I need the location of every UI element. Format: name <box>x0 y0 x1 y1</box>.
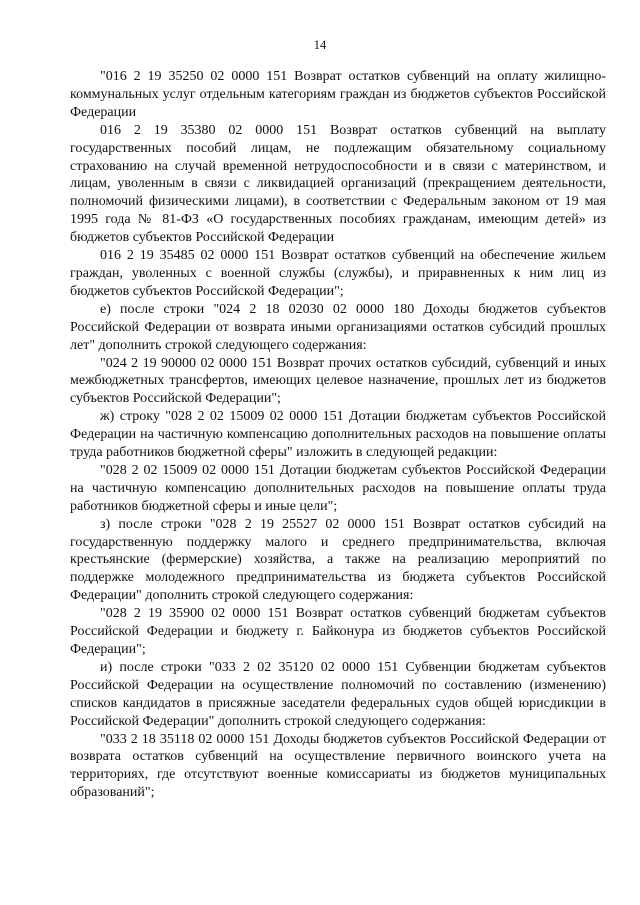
page-number: 14 <box>313 38 327 52</box>
paragraph-item-e: е) после строки "024 2 18 02030 02 0000 180 Доходы бюджетов субъектов Российской Федерации от возврата иными организациями остатков субсидий прошлых лет" дополнить строкой следующего содержания: <box>70 301 606 353</box>
paragraph-code-028-15009: "028 2 02 15009 02 0000 151 Дотации бюджетам субъектов Российской Федерации на частичную компенсацию дополнительных расходов на повышение оплаты труда работников бюджетной сферы и иные цели"; <box>70 462 606 514</box>
paragraph-item-i: и) после строки "033 2 02 35120 02 0000 151 Субвенции бюджетам субъектов Российской Федерации на осуществление полномочий по составлению (изменению) списков кандидатов в присяжные заседатели федеральных судов общей юрисдикции в Российской Федерации" дополнить строкой следующего содержания: <box>70 659 606 729</box>
document-body <box>70 68 606 802</box>
paragraph-code-016-35485: 016 2 19 35485 02 0000 151 Возврат остатков субвенций на обеспечение жильем граждан, уволенных с военной службы (службы), и приравненных к ним лиц из бюджетов субъектов Российской Федерации"; <box>70 248 606 299</box>
paragraph-item-z: з) после строки "028 2 19 25527 02 0000 151 Возврат остатков субсидий на государственную поддержку малого и среднего предпринимательства, включая крестьянские (фермерские) хозяйства, а также на реализацию мероприятий по поддержке молодежного предпринимательства из бюджета субъектов Российской Федерации" дополнить строкой следующего содержания: <box>70 516 606 604</box>
paragraph-code-016-35250: "016 2 19 35250 02 0000 151 Возврат остатков субвенций на оплату жилищно-коммунальных услуг отдельным категориям граждан из бюджетов субъектов Российской Федерации <box>70 69 606 120</box>
paragraph-code-016-35380: 016 2 19 35380 02 0000 151 Возврат остатков субвенций на выплату государственных пособий лицам, не подлежащим обязательному социальному страхованию на случай временной нетрудоспособности и в связи с материнством, и лицам, уволенным в связи с ликвидацией организаций (прекращением деятельности, полномочий физическими лицами), в соответствии с Федеральным законом от 19 мая 1995 года № 81-ФЗ «О государственных пособиях гражданам, имеющим детей» из бюджетов субъектов Российской Федерации <box>70 122 606 246</box>
paragraph-code-024-90000: "024 2 19 90000 02 0000 151 Возврат прочих остатков субсидий, субвенций и иных межбюджетных трансфертов, имеющих целевое назначение, прошлых лет из бюджетов субъектов Российской Федерации"; <box>70 355 606 407</box>
paragraph-item-zh: ж) строку "028 2 02 15009 02 0000 151 Дотации бюджетам субъектов Российской Федерации на частичную компенсацию дополнительных расходов на повышение оплаты труда работников бюджетной сферы" изложить в следующей редакции: <box>70 409 606 461</box>
paragraph-code-028-35900: "028 2 19 35900 02 0000 151 Возврат остатков субвенций бюджетам субъектов Российской Федерации и бюджету г. Байконура из бюджетов субъектов Российской Федерации"; <box>70 606 606 657</box>
paragraph-code-033-35118: "033 2 18 35118 02 0000 151 Доходы бюджетов субъектов Российской Федерации от возврата остатков субвенций на осуществление первичного воинского учета на территориях, где отсутствуют военные комиссариаты из бюджетов муниципальных образований"; <box>70 731 606 801</box>
